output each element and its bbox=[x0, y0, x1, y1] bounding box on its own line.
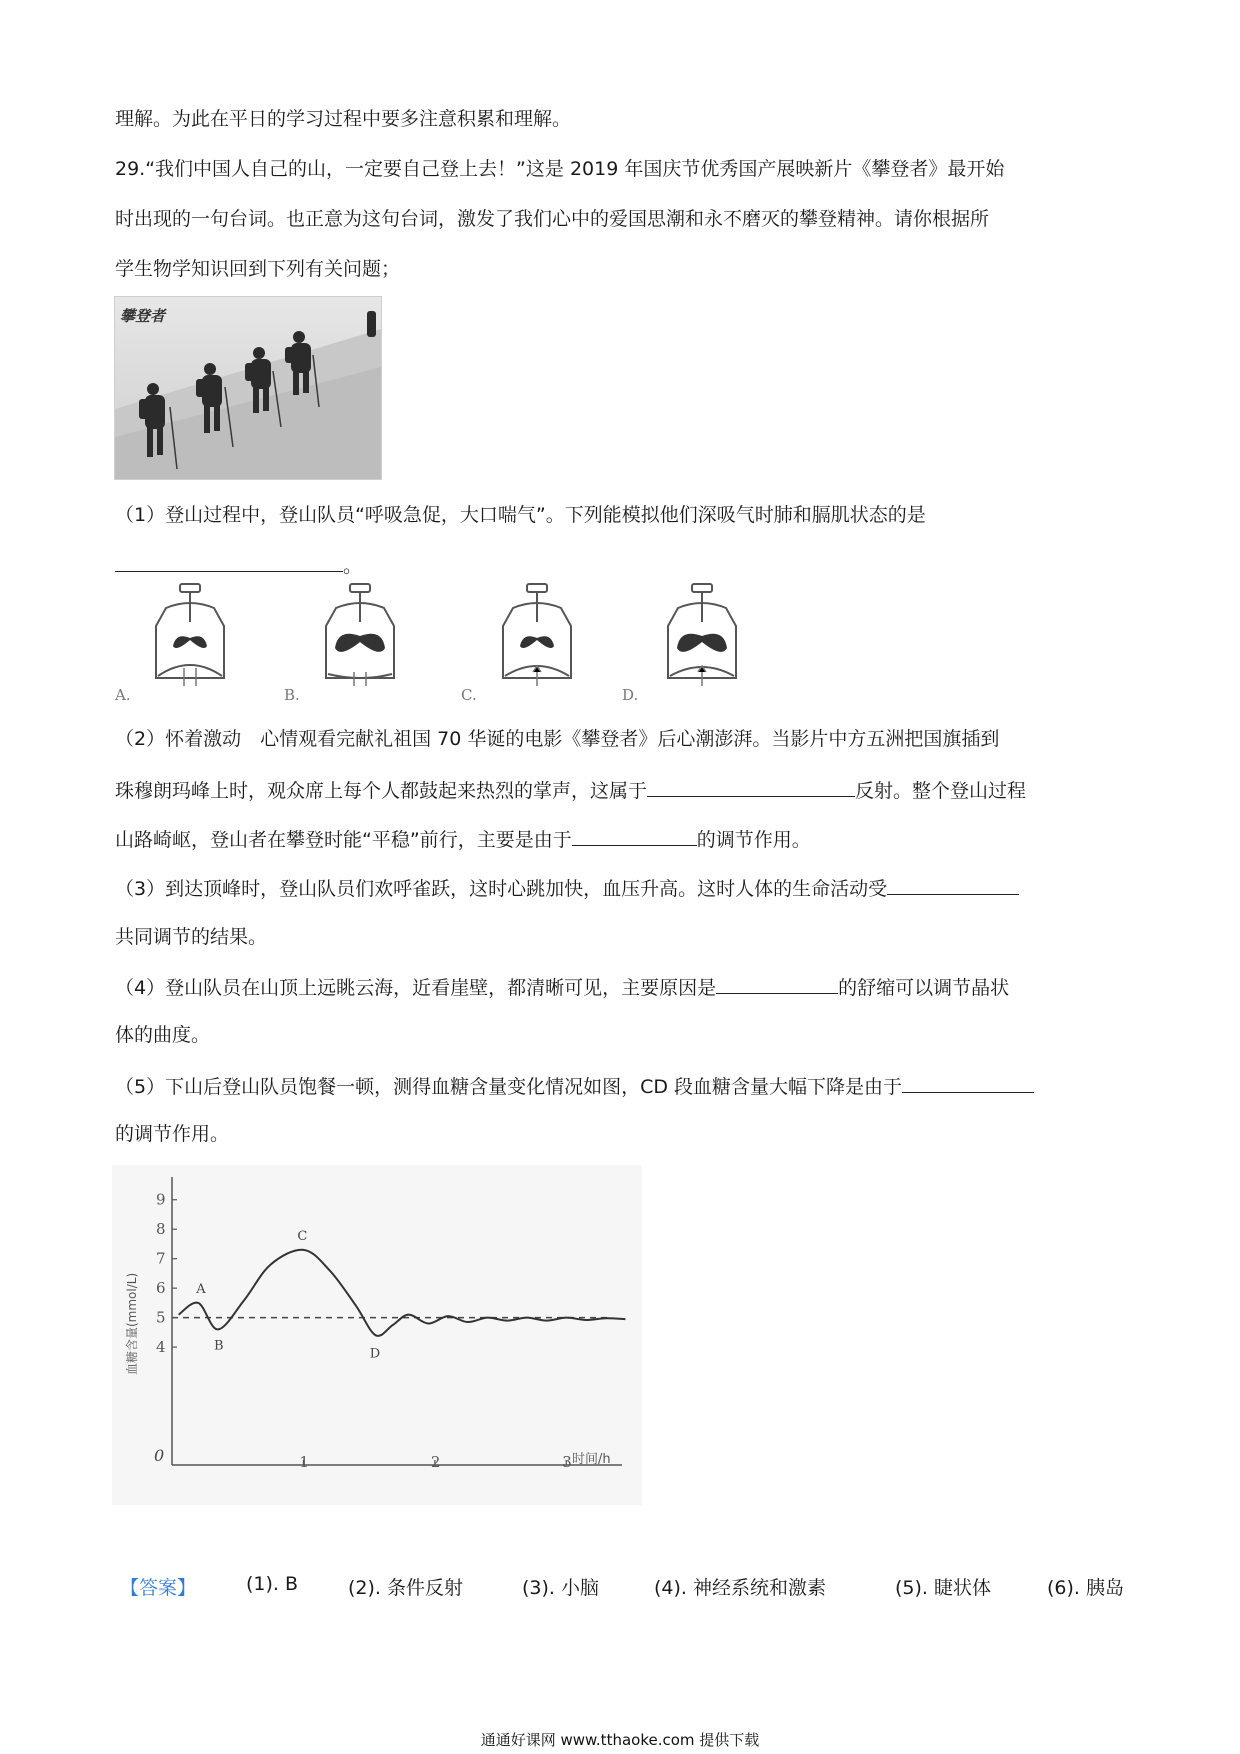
text-line: 学生物学知识回到下列有关问题； bbox=[115, 258, 401, 280]
x-tick-label: 1 bbox=[299, 1453, 309, 1471]
question-2: （2）怀着激动 心情观看完献礼祖国 70 华诞的电影《攀登者》后心潮澎湃。当影片中方五洲把国旗插到 bbox=[115, 728, 1000, 750]
text-line: 理解。为此在平日的学习过程中要多注意积累和理解。 bbox=[115, 108, 572, 130]
text-segment: （5）下山后登山队员饱餐一顿，测得血糖含量变化情况如图，CD 段血糖含量大幅下降是由于 bbox=[115, 1076, 903, 1098]
x-tick-label: 3 bbox=[562, 1453, 572, 1471]
question-3 bbox=[115, 874, 1019, 902]
point-label-a: A bbox=[196, 1281, 206, 1297]
answer-item: (4). 神经系统和激素 bbox=[654, 1577, 826, 1599]
text-segment: 的调节作用。 bbox=[696, 829, 811, 851]
question-4 bbox=[115, 973, 1009, 1001]
answer-blank[interactable] bbox=[887, 874, 1019, 895]
point-label-b: B bbox=[214, 1338, 224, 1354]
option-label-c: C. bbox=[461, 686, 477, 704]
y-tick-label: 7 bbox=[156, 1249, 166, 1268]
point-label-c: C bbox=[297, 1228, 308, 1244]
photo-caption: 攀登者 bbox=[120, 307, 166, 325]
answer-item: (6). 胰岛 bbox=[1047, 1577, 1124, 1599]
climbers-photo bbox=[114, 296, 382, 480]
question-2-line bbox=[115, 825, 811, 853]
question-2-line bbox=[115, 776, 1026, 804]
option-label-d: D. bbox=[622, 686, 639, 704]
bell-jar-option-a bbox=[150, 582, 230, 688]
answer-blank[interactable] bbox=[902, 1072, 1034, 1093]
answer-item: (2). 条件反射 bbox=[348, 1577, 463, 1599]
answer-item: (3). 小脑 bbox=[522, 1577, 599, 1599]
x-axis-label: 时间/h bbox=[572, 1452, 611, 1467]
y-axis-label: 血糖含量(mmol/L) bbox=[125, 1272, 139, 1375]
text-segment: 的舒缩可以调节晶状 bbox=[838, 977, 1010, 999]
text-segment: （3）到达顶峰时，登山队员们欢呼雀跃，这时心跳加快，血压升高。这时人体的生命活动受 bbox=[115, 878, 888, 900]
point-label-d: D bbox=[369, 1346, 381, 1362]
question-29-stem: 29.“我们中国人自己的山，一定要自己登上去！”这是 2019 年国庆节优秀国产展映新片《攀登者》最开始 bbox=[115, 158, 1005, 180]
answer-blank[interactable] bbox=[716, 973, 838, 994]
option-label-a: A. bbox=[115, 686, 131, 704]
answer-blank[interactable] bbox=[572, 825, 697, 846]
bell-jar-option-d bbox=[662, 582, 742, 688]
blood-glucose-chart bbox=[112, 1165, 642, 1505]
origin-label: 0 bbox=[154, 1446, 165, 1465]
page-footer: 通通好课网 www.tthaoke.com 提供下载 bbox=[480, 1731, 760, 1749]
text-segment: 山路崎岖，登山者在攀登时能“平稳”前行，主要是由于 bbox=[115, 829, 572, 851]
y-tick-label: 4 bbox=[156, 1338, 166, 1357]
question-5 bbox=[115, 1072, 1034, 1100]
y-tick-label: 8 bbox=[156, 1220, 166, 1239]
climbers-illustration bbox=[115, 297, 381, 479]
answer-blank-line bbox=[115, 551, 362, 579]
question-5-line: 的调节作用。 bbox=[115, 1123, 230, 1145]
answer-blank[interactable] bbox=[115, 551, 343, 572]
text-segment: 反射。整个登山过程 bbox=[855, 780, 1027, 802]
question-4-line: 体的曲度。 bbox=[115, 1024, 211, 1046]
text-segment: （4）登山队员在山顶上远眺云海，近看崖壁，都清晰可见，主要原因是 bbox=[115, 977, 717, 999]
question-1: （1）登山过程中，登山队员“呼吸急促，大口喘气”。下列能模拟他们深吸气时肺和膈肌状态的是 bbox=[115, 504, 926, 526]
answer-tag: 【答案】 bbox=[120, 1577, 197, 1599]
text-line: 时出现的一句台词。也正意为这句台词，激发了我们心中的爱国思潮和永不磨灭的攀登精神。请你根据所 bbox=[115, 208, 990, 230]
y-tick-label: 5 bbox=[156, 1308, 166, 1327]
answer-item: (1). B bbox=[246, 1573, 299, 1595]
y-tick-label: 9 bbox=[156, 1190, 166, 1209]
answer-blank[interactable] bbox=[647, 776, 855, 797]
punctuation: 。 bbox=[343, 555, 363, 577]
y-tick-label: 6 bbox=[156, 1279, 166, 1298]
option-label-b: B. bbox=[284, 686, 300, 704]
x-tick-label: 2 bbox=[430, 1453, 441, 1471]
text-segment: 珠穆朗玛峰上时，观众席上每个人都鼓起来热烈的掌声，这属于 bbox=[115, 780, 648, 802]
bell-jar-option-b bbox=[320, 582, 400, 688]
question-3-line: 共同调节的结果。 bbox=[115, 926, 268, 948]
bell-jar-option-c bbox=[497, 582, 577, 688]
answer-item: (5). 睫状体 bbox=[895, 1577, 991, 1599]
